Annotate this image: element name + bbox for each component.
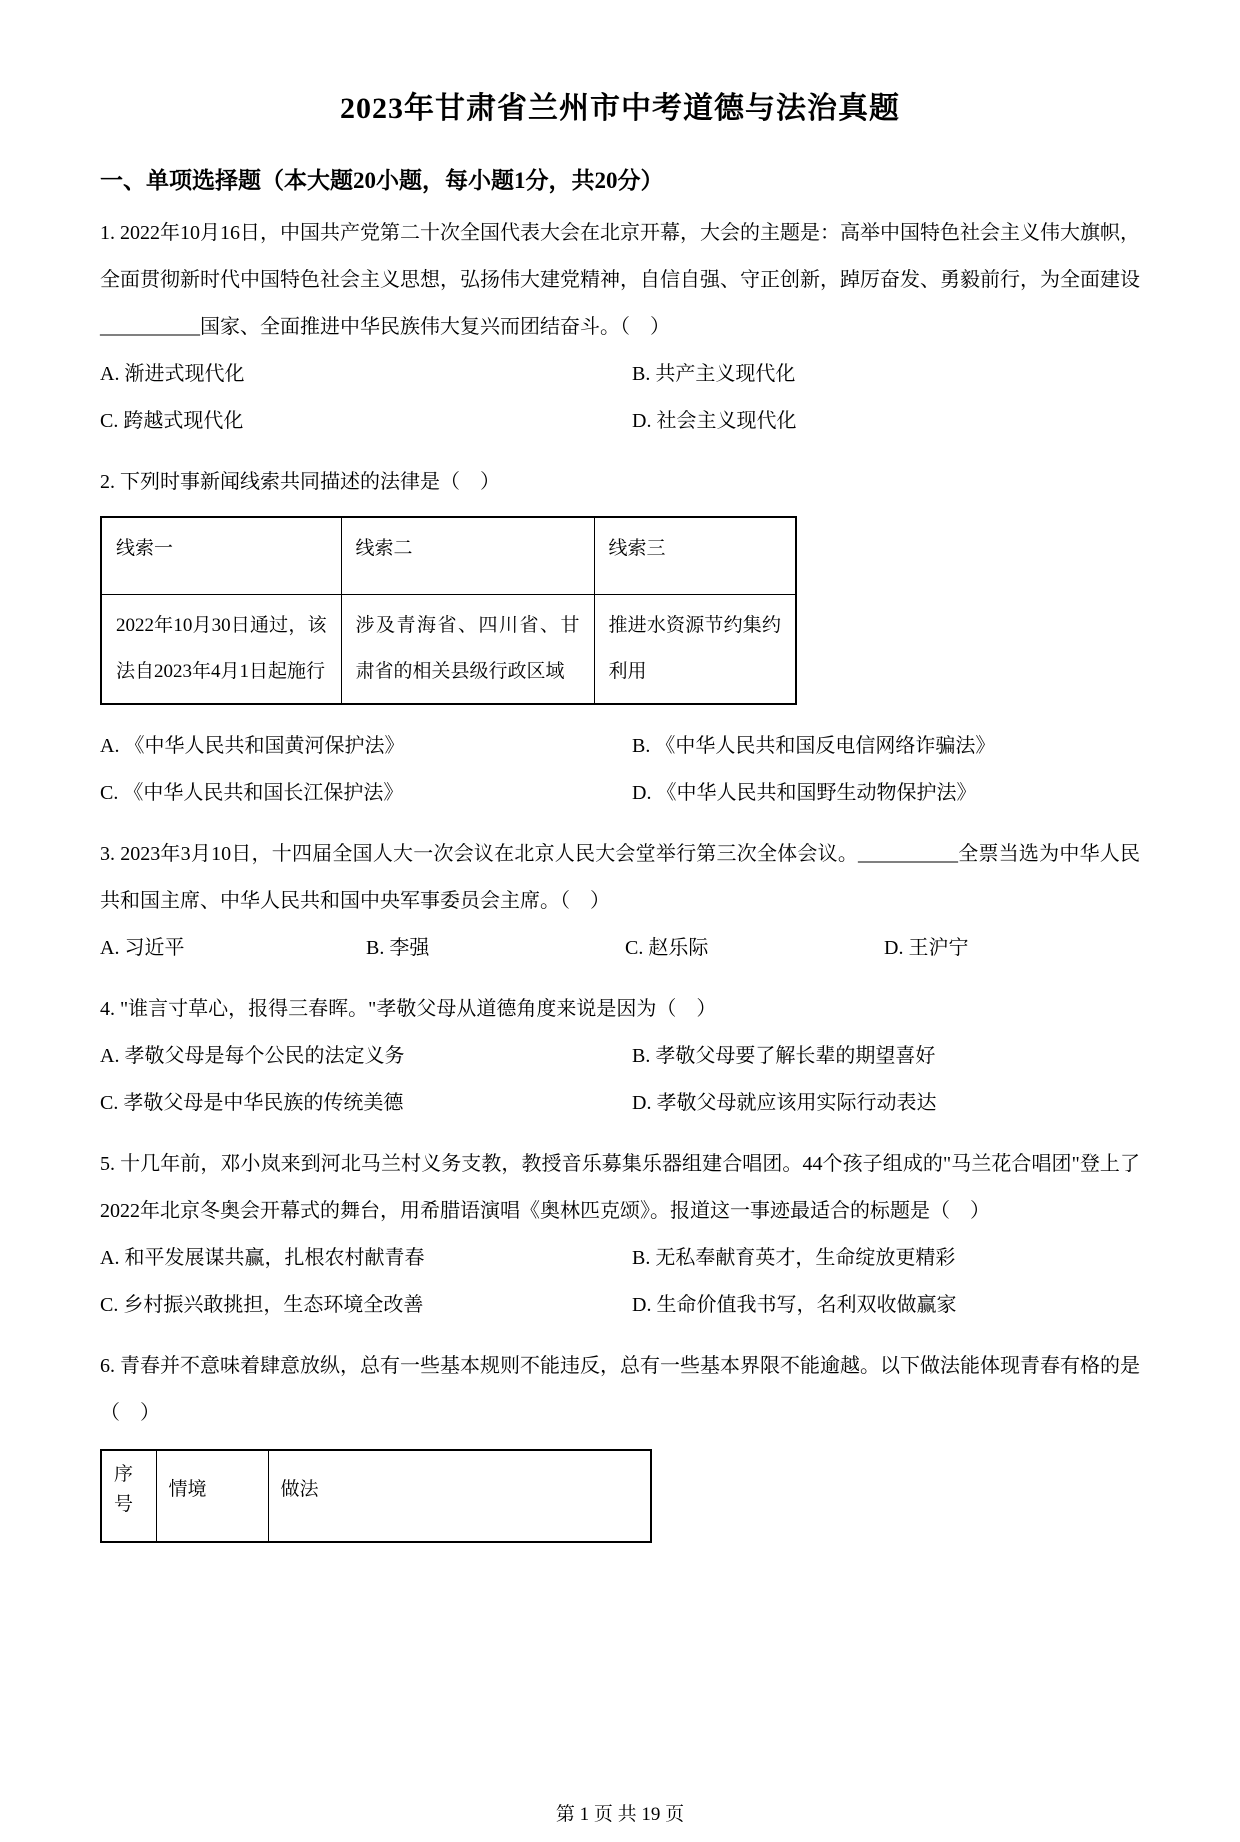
- clue-table-header-2: 线索二: [341, 517, 594, 595]
- situation-table-header-row: [101, 1450, 651, 1542]
- question-1-option-c: C. 跨越式现代化: [100, 410, 244, 432]
- question-2-option-b: B. 《中华人民共和国反电信网络诈骗法》: [632, 735, 996, 757]
- question-2-option-c: C. 《中华人民共和国长江保护法》: [100, 782, 404, 804]
- question-2-option-a: A. 《中华人民共和国黄河保护法》: [100, 735, 405, 757]
- question-6-stem: 6. 青春并不意味着肆意放纵，总有一些基本规则不能违反，总有一些基本界限不能逾越。以下做法能体现青春有格的是（ ）: [100, 1355, 1140, 1424]
- situation-table-header-2: 情境: [156, 1450, 268, 1542]
- question-4-option-c: C. 孝敬父母是中华民族的传统美德: [100, 1092, 404, 1114]
- clue-table-body-row: [101, 595, 796, 705]
- question-2-option-d: D. 《中华人民共和国野生动物保护法》: [632, 782, 977, 804]
- question-5-option-d: D. 生命价值我书写，名利双收做赢家: [632, 1294, 957, 1316]
- question-3-option-b: B. 李强: [366, 937, 430, 959]
- clue-table-header-row: [101, 517, 796, 595]
- question-3-stem: 3. 2023年3月10日，十四届全国人大一次会议在北京人民大会堂举行第三次全体会议。__________全票当选为中华人民共和国主席、中华人民共和国中央军事委员会主席。（ ）: [100, 843, 1140, 912]
- question-2-options: [100, 723, 1140, 817]
- question-1-stem: 1. 2022年10月16日，中国共产党第二十次全国代表大会在北京开幕，大会的主题是：高举中国特色社会主义伟大旗帜，全面贯彻新时代中国特色社会主义思想，弘扬伟大建党精神，自信自强、守正创新，踔厉奋发、勇毅前行，为全面建设__________国家、全面推进中华民族伟大复兴而团结奋斗。（ ）: [100, 222, 1140, 338]
- question-1-option-a: A. 渐进式现代化: [100, 363, 245, 385]
- question-1-option-d: D. 社会主义现代化: [632, 410, 797, 432]
- question-2-clue-table: [100, 516, 797, 705]
- exam-page: [0, 88, 1240, 1543]
- question-5-option-b: B. 无私奉献育英才，生命绽放更精彩: [632, 1247, 956, 1269]
- question-6-situation-table: [100, 1449, 652, 1543]
- question-3-option-c: C. 赵乐际: [625, 937, 709, 959]
- clue-table-header-1: 线索一: [101, 517, 341, 595]
- question-5-stem: 5. 十几年前，邓小岚来到河北马兰村义务支教，教授音乐募集乐器组建合唱团。44个孩子组成的"马兰花合唱团"登上了2022年北京冬奥会开幕式的舞台，用希腊语演唱《奥林匹克颂》。报道这一事迹最适合的标题是（ ）: [100, 1153, 1140, 1222]
- clue-table-cell-2: 涉及青海省、四川省、甘肃省的相关县级行政区域: [341, 595, 594, 705]
- section-heading: 一、单项选择题（本大题20小题，每小题1分，共20分）: [100, 168, 664, 193]
- question-2-stem: 2. 下列时事新闻线索共同描述的法律是（ ）: [100, 471, 500, 493]
- clue-table-header-3: 线索三: [594, 517, 796, 595]
- question-3-options: [100, 925, 1140, 972]
- question-4-stem: 4. "谁言寸草心，报得三春晖。"孝敬父母从道德角度来说是因为（ ）: [100, 998, 717, 1020]
- question-3-option-a: A. 习近平: [100, 937, 185, 959]
- situation-table-header-3: 做法: [268, 1450, 651, 1542]
- question-5-option-a: A. 和平发展谋共赢，扎根农村献青春: [100, 1247, 425, 1269]
- clue-table-cell-3: 推进水资源节约集约利用: [594, 595, 796, 705]
- question-4-option-a: A. 孝敬父母是每个公民的法定义务: [100, 1045, 405, 1067]
- question-3-option-d: D. 王沪宁: [884, 937, 969, 959]
- page-number: 第 1 页 共 19 页: [555, 1804, 685, 1825]
- question-1-option-b: B. 共产主义现代化: [632, 363, 796, 385]
- clue-table-cell-1: 2022年10月30日通过，该法自2023年4月1日起施行: [101, 595, 341, 705]
- situation-table-header-1: 序号: [101, 1450, 156, 1542]
- page-title: 2023年甘肃省兰州市中考道德与法治真题: [340, 92, 900, 125]
- question-5-option-c: C. 乡村振兴敢挑担，生态环境全改善: [100, 1294, 424, 1316]
- question-4-options: [100, 1033, 1140, 1127]
- question-5-options: [100, 1235, 1140, 1329]
- question-4-option-b: B. 孝敬父母要了解长辈的期望喜好: [632, 1045, 936, 1067]
- question-1-options: [100, 351, 1140, 445]
- question-4-option-d: D. 孝敬父母就应该用实际行动表达: [632, 1092, 937, 1114]
